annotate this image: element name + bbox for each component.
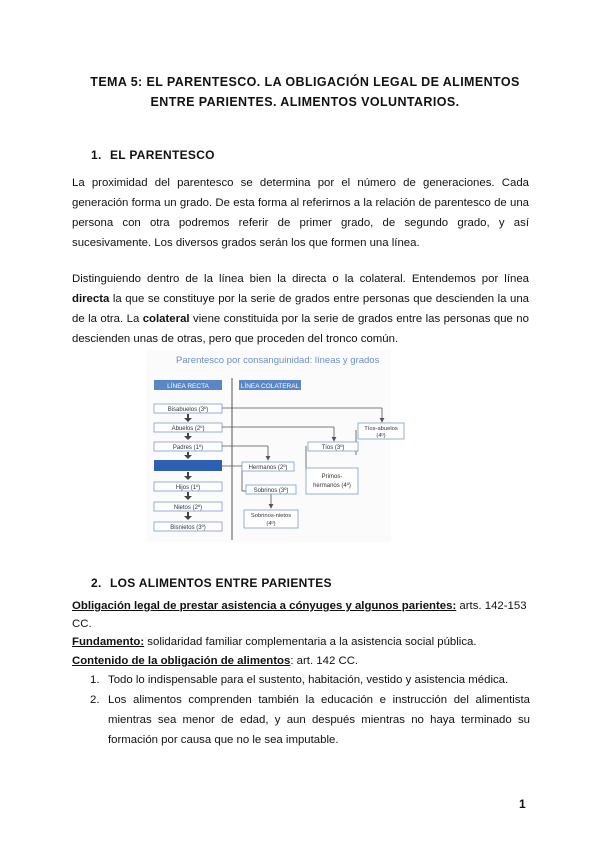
section2-number: 2.: [91, 576, 102, 590]
label-hermanos: Hermanos (2º): [248, 465, 288, 471]
label-primos: Primos-: [321, 474, 343, 480]
para2-text-a: Distinguiendo dentro de la línea bien la directa o la colateral. Entendemos por línea: [72, 273, 529, 285]
diagram-title: Parentesco por consanguinidad: líneas y grados: [176, 355, 380, 366]
obligacion-line2: CC.: [72, 618, 92, 630]
fundamento-label: Fundamento:: [72, 636, 145, 648]
section1-heading: [91, 148, 215, 162]
page-number: 1: [519, 797, 526, 811]
section1-paragraph1: La proximidad del parentesco se determina por el número de generaciones. Cada generación forma un grado. De esta forma al referirnos a la relación de parentesco de una persona con otra podremos referir de primer grado, de segundo grado, y así sucesivamente. Los diversos grados serán los que formen una línea.: [72, 177, 529, 249]
para2-bold-colateral: colateral: [142, 313, 190, 325]
contenido-line: [72, 652, 358, 670]
contenido-text: : art. 142 CC.: [290, 655, 359, 667]
label-tios: Tíos (3º): [321, 445, 345, 451]
para2-text-c: la que se constituye por la serie de grados entre personas que descienden la una de la otra. La: [72, 293, 529, 325]
section2-title: LOS ALIMENTOS ENTRE PARIENTES: [110, 576, 332, 590]
label-bisnietos: Bisnietos (3º): [170, 525, 206, 531]
label-tios-abuelos: Tíos-abuelos: [364, 426, 398, 432]
label-sobrinos-nietos-deg: (4º): [266, 521, 276, 527]
section1-paragraph2: [72, 269, 529, 349]
label-primos-deg: hermanos (4º): [313, 483, 351, 489]
obligacion-line: [72, 597, 527, 615]
label-padres: Padres (1º): [172, 445, 204, 451]
label-hijos: Hijos (1º): [175, 485, 201, 491]
section1-title: EL PARENTESCO: [110, 148, 215, 162]
section1-number: 1.: [91, 148, 102, 162]
section2-heading: [91, 576, 332, 590]
contenido-label: Contenido de la obligación de alimentos: [72, 655, 291, 667]
list-item: [90, 670, 530, 690]
obligacion-text: arts. 142-153: [456, 600, 527, 612]
list-item-text: Los alimentos comprenden también la educación e instrucción del alimentista mientras sea menor de edad, y aun después mientras no haya terminado su formación por causa que no le sea imputable.: [108, 694, 530, 746]
label-nietos: Nietos (2º): [173, 505, 203, 511]
box-ego: [154, 460, 222, 471]
label-bisabuelos: Bisabuelos (3º): [167, 407, 209, 413]
label-sobrinos-nietos: Sobrinos-nietos: [250, 513, 292, 519]
fundamento-text: solidaridad familiar complementaria a la asistencia social pública.: [144, 636, 477, 648]
box-primos: [306, 468, 358, 494]
para2-text-e: viene constituida por la serie de grados entre las personas que no descienden unas de otras, pero que proceden del tronco común.: [72, 313, 529, 345]
col-recta-label: LÍNEA RECTA: [167, 383, 209, 390]
fundamento-line: [72, 633, 477, 651]
doc-title-line2: ENTRE PARIENTES. ALIMENTOS VOLUNTARIOS.: [150, 95, 460, 109]
list-item-number: 1.: [90, 674, 100, 686]
col-colateral-label: LÍNEA COLATERAL: [240, 383, 300, 390]
kinship-diagram: [146, 350, 398, 542]
list-item-number: 2.: [90, 694, 100, 706]
list-item: [90, 690, 530, 750]
label-tios-abuelos-deg: (4º): [376, 433, 386, 439]
doc-title-line1: TEMA 5: EL PARENTESCO. LA OBLIGACIÓN LEGAL DE ALIMENTOS: [90, 75, 520, 89]
obligacion-label: Obligación legal de prestar asistencia a cónyuges y algunos parientes:: [72, 600, 457, 612]
label-abuelos: Abuelos (2º): [171, 426, 205, 432]
label-sobrinos: Sobrinos (3º): [253, 488, 289, 494]
para2-bold-directa: directa: [72, 293, 110, 305]
list-item-text: Todo lo indispensable para el sustento, habitación, vestido y asistencia médica.: [108, 674, 509, 686]
